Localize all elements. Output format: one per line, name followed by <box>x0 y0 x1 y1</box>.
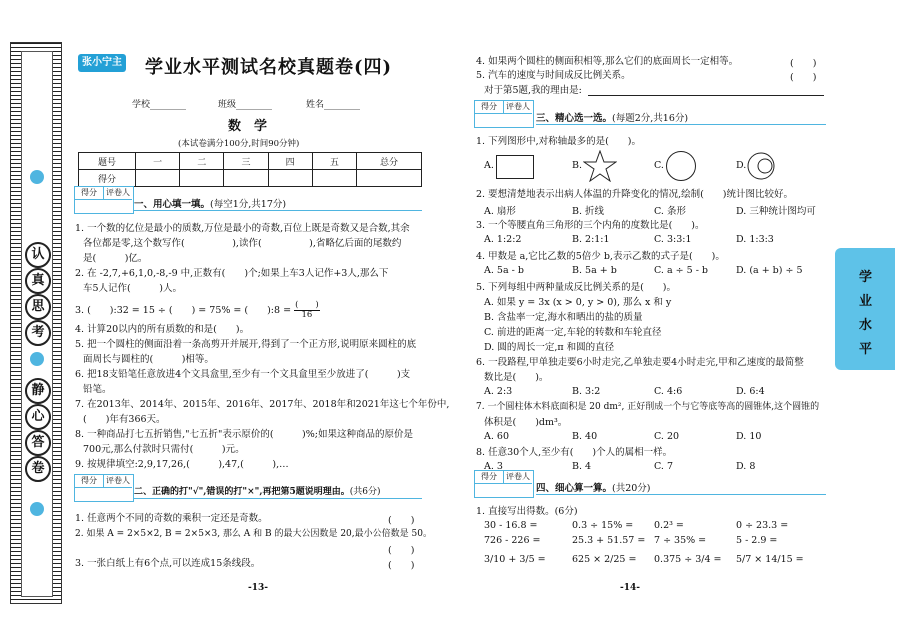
score-cell[interactable] <box>268 170 312 187</box>
binding-char: 静 <box>25 378 51 404</box>
score-box-label: 得分 <box>75 187 104 200</box>
option[interactable]: B. 3:2 <box>572 386 601 397</box>
calc-item: 5/7 × 14/15 = <box>736 554 804 565</box>
score-cell[interactable] <box>357 170 422 187</box>
question-text: 7. 在2013年、2014年、2015年、2016年、2017年、2018年和2021年这七个年份中, <box>75 399 450 410</box>
calc-item: 3/10 + 3/5 = <box>484 554 546 565</box>
section-divider <box>134 210 422 211</box>
option[interactable]: D. 6:4 <box>736 386 765 397</box>
calc-item: 625 × 2/25 = <box>572 554 637 565</box>
question-text: 1. 直接写出得数。(6分) <box>476 506 578 517</box>
question-text: 数比是( )。 <box>484 372 549 383</box>
binding-dot <box>30 502 44 516</box>
question-q3 <box>75 301 320 320</box>
question-text: 8. 一种商品打七五折销售,"七五折"表示原价的( )%;如果这种商品的原价是 <box>75 429 413 440</box>
exam-note: (本试卷满分100分,时间90分钟) <box>178 139 300 149</box>
binding-dot <box>30 170 44 184</box>
score-header-cell: 一 <box>136 153 180 170</box>
option[interactable]: C. 前进的距离一定,车轮的转数和车轮直径 <box>484 327 662 338</box>
option[interactable]: C. 4:6 <box>654 386 683 397</box>
side-tab <box>835 248 895 370</box>
page-number: -14- <box>620 583 640 593</box>
section-title-text: 一、用心填一填。 <box>134 199 211 210</box>
question-text: 6. 一段路程,甲单独走要6小时走完,乙单独走要4小时走完,甲和乙速度的最简整 <box>476 357 804 368</box>
option-label[interactable]: D. <box>736 160 747 171</box>
section-note: (每题2分,共16分) <box>612 113 689 124</box>
fraction: $\frac{( )}{16}$ <box>295 300 319 320</box>
option[interactable]: D. (a + b) ÷ 5 <box>736 265 803 276</box>
score-box-label: 得分 <box>75 475 104 488</box>
binding-char: 卷 <box>25 456 51 482</box>
section-title <box>134 484 381 497</box>
score-box-label: 得分 <box>475 101 504 114</box>
answer-paren[interactable]: ( ) <box>790 72 817 83</box>
score-header-cell: 总分 <box>357 153 422 170</box>
calc-item: 0.2³ = <box>654 520 684 531</box>
question-text: 2. 如果 A = 2×5×2, B = 2×5×3, 那么 A 和 B 的最大公因数是 20,最小公倍数是 50。 <box>75 529 432 539</box>
question-text: 3. 一个等腰直角三角形的三个内角的度数比是( )。 <box>476 220 705 231</box>
calc-item: 30 - 16.8 = <box>484 520 538 531</box>
option[interactable]: D. 1:3:3 <box>736 234 774 245</box>
score-header-row <box>79 153 422 170</box>
option[interactable]: D. 10 <box>736 431 762 442</box>
answer-paren[interactable]: ( ) <box>388 560 415 571</box>
option[interactable]: D. 8 <box>736 461 756 472</box>
score-header-cell: 题号 <box>79 153 136 170</box>
option[interactable]: A. 1:2:2 <box>484 234 522 245</box>
question-text: 7. 一个圆柱体木料底面积是 20 dm², 正好削成一个与它等底等高的圆锥体,这个圆锥的 <box>476 402 820 412</box>
option[interactable]: B. 2:1:1 <box>572 234 610 245</box>
option[interactable]: A. 5a - b <box>484 265 524 276</box>
option[interactable]: A. 2:3 <box>484 386 513 397</box>
question-text: 5. 下列每组中两种量成反比例关系的是( )。 <box>476 282 676 293</box>
question-text: 9. 按规律填空:2,9,17,26,( ),47,( ),… <box>75 459 289 470</box>
question-text: 5. 把一个圆柱的侧面沿着一条高剪开并展开,得到了一个正方形,说明原来圆柱的底 <box>75 339 417 350</box>
brand-logo: 张小宁主编 <box>78 54 126 72</box>
binding-strip <box>10 42 62 604</box>
question-text: 体积是( )dm³。 <box>484 417 568 428</box>
question-text: 4. 如果两个圆柱的侧面积相等,那么它们的底面周长一定相等。 <box>476 56 739 67</box>
circle-shape <box>666 151 696 181</box>
score-box-label: 评卷人 <box>104 187 132 200</box>
answer-paren[interactable]: ( ) <box>790 58 817 69</box>
tab-char: 水 <box>859 318 873 333</box>
score-box <box>474 470 534 498</box>
option[interactable]: B. 4 <box>572 461 592 472</box>
section-title-text: 三、精心选一选。 <box>536 113 613 124</box>
calc-item: 0.3 ÷ 15% = <box>572 520 634 531</box>
score-cell[interactable] <box>224 170 268 187</box>
option-label[interactable]: A. <box>484 160 494 171</box>
question-text: 各位都是零,这个数写作( ),读作( ),省略亿后面的尾数约 <box>83 238 402 249</box>
score-cell[interactable] <box>312 170 356 187</box>
question-text: 1. 一个数的亿位是最小的质数,万位是最小的奇数,百位上既是奇数又是合数,其余 <box>75 223 410 234</box>
section-divider <box>536 124 826 125</box>
section-note: (每空1分,共17分) <box>210 199 287 210</box>
calc-item: 726 - 226 = <box>484 535 541 546</box>
school-field[interactable]: 学校________ <box>132 100 187 110</box>
binding-inner <box>21 51 53 597</box>
option[interactable]: A. 60 <box>484 431 509 442</box>
question-text: 3. ( ):32 = 15 ÷ ( ) = 75% = ( ):8 = <box>75 305 292 316</box>
tab-char: 业 <box>859 294 873 309</box>
name-field[interactable]: 姓名________ <box>306 100 361 110</box>
option[interactable]: D. 三种统计图均可 <box>736 206 816 217</box>
rectangle-shape <box>496 155 534 179</box>
binding-char: 考 <box>25 320 51 346</box>
answer-paren[interactable]: ( ) <box>388 515 415 526</box>
calc-item: 5 - 2.9 = <box>736 535 778 546</box>
crescent-circle-shape <box>746 151 776 181</box>
option[interactable]: A. 扇形 <box>484 206 516 217</box>
calc-item: 7 ÷ 35% = <box>654 535 707 546</box>
section-note: (共6分) <box>349 487 381 497</box>
tab-char: 平 <box>859 342 873 357</box>
option-label[interactable]: C. <box>654 160 664 171</box>
option[interactable]: B. 含盐率一定,海水和晒出的盐的质量 <box>484 312 643 323</box>
option[interactable]: B. 40 <box>572 431 598 442</box>
page-title: 学业水平测试名校真题卷(四) <box>145 57 393 78</box>
class-field[interactable]: 班级________ <box>218 100 273 110</box>
question-text: 1. 任意两个不同的奇数的乘积一定还是奇数。 <box>75 513 268 524</box>
option[interactable]: C. 7 <box>654 461 674 472</box>
question-text: 车5人记作( )人。 <box>83 283 182 294</box>
score-box <box>74 186 134 214</box>
score-cell[interactable] <box>180 170 224 187</box>
page-number: -13- <box>248 583 268 593</box>
option[interactable]: B. 折线 <box>572 206 605 217</box>
score-header-cell: 二 <box>180 153 224 170</box>
star-shape <box>583 150 617 182</box>
question-text: 4. 甲数是 a,它比乙数的5倍少 b,表示乙数的式子是( )。 <box>476 251 725 262</box>
question-text: 是( )亿。 <box>83 253 148 264</box>
score-table <box>78 152 422 187</box>
section-title-text: 二、正确的打"√",错误的打"×",再把第5题说明理由。 <box>134 487 350 497</box>
score-box-label: 得分 <box>475 471 504 484</box>
answer-line[interactable] <box>588 95 824 96</box>
score-row <box>79 170 422 187</box>
option[interactable]: D. 圆的周长一定,π 和圆的直径 <box>484 342 615 353</box>
question-text: ( )年有366天。 <box>83 414 166 425</box>
binding-char: 真 <box>25 268 51 294</box>
section-title-text: 四、细心算一算。 <box>536 483 613 494</box>
question-text: 2. 要想清楚地表示出病人体温的升降变化的情况,绘制( )统计图比较好。 <box>476 189 794 200</box>
question-text: 对于第5题,我的理由是: <box>484 85 582 96</box>
binding-char: 答 <box>25 430 51 456</box>
option[interactable]: C. a ÷ 5 - b <box>654 265 709 276</box>
score-box-label: 评卷人 <box>104 475 132 488</box>
option[interactable]: B. 5a + b <box>572 265 617 276</box>
score-box <box>474 100 534 128</box>
option[interactable]: A. 如果 y = 3x (x > 0, y > 0), 那么 x 和 y <box>484 297 672 308</box>
binding-char: 心 <box>25 404 51 430</box>
answer-paren[interactable]: ( ) <box>388 545 415 556</box>
section-title <box>536 110 688 124</box>
question-text: 6. 把18支铅笔任意放进4个文具盒里,至少有一个文具盒里至少放进了( )支 <box>75 369 411 380</box>
score-header-cell: 五 <box>312 153 356 170</box>
question-text: 700元,那么付款时只需付( )元。 <box>83 444 245 455</box>
section-title <box>536 480 651 494</box>
score-box <box>74 474 134 502</box>
subject-title: 数 学 <box>228 119 268 134</box>
score-cell[interactable] <box>136 170 180 187</box>
section-divider <box>536 494 826 495</box>
tab-char: 学 <box>859 270 873 285</box>
option[interactable]: C. 3:3:1 <box>654 234 692 245</box>
binding-dot <box>30 352 44 366</box>
score-box-label: 评卷人 <box>504 101 532 114</box>
binding-char: 认 <box>25 242 51 268</box>
question-text: 铅笔。 <box>83 384 112 395</box>
question-text: 1. 下列图形中,对称轴最多的是( )。 <box>476 136 642 147</box>
section-divider <box>134 498 422 499</box>
option[interactable]: C. 条形 <box>654 206 686 217</box>
binding-char: 思 <box>25 294 51 320</box>
calc-item: 25.3 + 51.57 = <box>572 535 646 546</box>
question-text: 8. 任意30个人,至少有( )个人的属相一样。 <box>476 447 673 458</box>
score-box-label: 评卷人 <box>504 471 532 484</box>
option-label[interactable]: B. <box>572 160 583 171</box>
question-text: 面周长与圆柱的( )相等。 <box>83 354 214 365</box>
question-text: 2. 在 -2,7,+6,1,0,-8,-9 中,正数有( )个;如果上车3人记作+3人,那么下 <box>75 268 389 279</box>
section1-body <box>75 222 450 477</box>
score-row-label: 得分 <box>79 170 136 187</box>
question-text: 5. 汽车的速度与时间成反比例关系。 <box>476 70 631 81</box>
option[interactable]: C. 20 <box>654 431 680 442</box>
question-text: 4. 计算20以内的所有质数的和是( )。 <box>75 324 250 335</box>
score-header-cell: 四 <box>268 153 312 170</box>
score-header-cell: 三 <box>224 153 268 170</box>
section-note: (共20分) <box>612 483 651 494</box>
calc-item: 0 ÷ 23.3 = <box>736 520 789 531</box>
section-title <box>134 196 286 210</box>
calc-item: 0.375 ÷ 3/4 = <box>654 554 722 565</box>
question-text: 3. 一张白纸上有6个点,可以连成15条线段。 <box>75 558 261 569</box>
option[interactable]: A. 3 <box>484 461 503 472</box>
